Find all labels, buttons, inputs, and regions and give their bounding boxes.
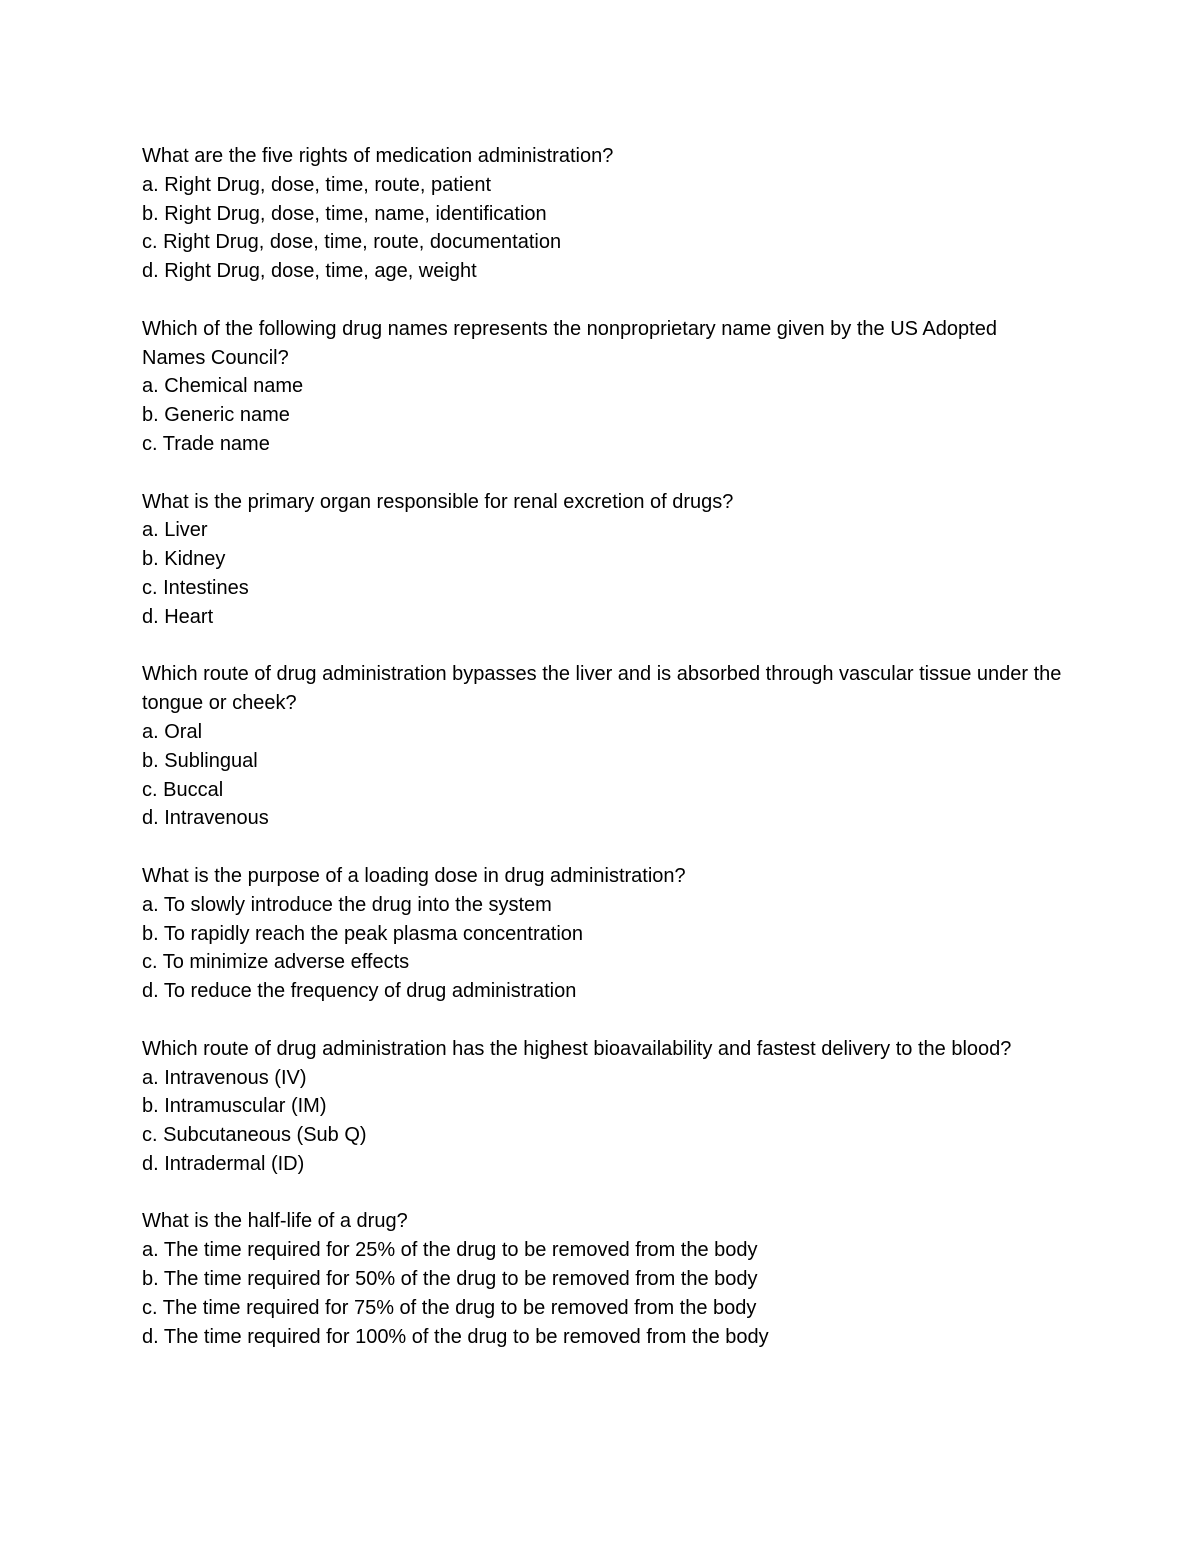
- question-text: What is the purpose of a loading dose in drug administration?: [142, 864, 686, 887]
- answer-option: c. Buccal: [142, 778, 224, 801]
- question-block: [142, 1035, 1062, 1179]
- question-text: Which route of drug administration has the highest bioavailability and fastest delivery to the blood?: [142, 1037, 1012, 1060]
- answer-options: [142, 516, 1062, 631]
- answer-option: b. Kidney: [142, 548, 226, 571]
- question-block: [142, 660, 1062, 833]
- answer-option: a. Oral: [142, 720, 203, 743]
- answer-options: [142, 171, 1062, 286]
- answer-option: a. Right Drug, dose, time, route, patient: [142, 173, 492, 196]
- question-list: [142, 142, 1062, 1380]
- answer-options: [142, 372, 1062, 458]
- answer-options: [142, 1064, 1062, 1179]
- answer-option: d. Intravenous: [142, 807, 269, 830]
- question-text: What is the primary organ responsible for renal excretion of drugs?: [142, 490, 734, 513]
- question-block: [142, 862, 1062, 1006]
- answer-option: c. The time required for 75% of the drug to be removed from the body: [142, 1296, 757, 1319]
- question-text: What is the half-life of a drug?: [142, 1210, 408, 1233]
- answer-option: a. The time required for 25% of the drug to be removed from the body: [142, 1239, 758, 1262]
- answer-option: b. Generic name: [142, 404, 290, 427]
- answer-option: b. The time required for 50% of the drug to be removed from the body: [142, 1268, 758, 1291]
- answer-options: [142, 891, 1062, 1006]
- question-block: [142, 142, 1062, 286]
- answer-option: c. Intestines: [142, 576, 249, 599]
- question-text: Which route of drug administration bypasses the liver and is absorbed through vascular tissue under the tongue or cheek?: [142, 663, 1062, 715]
- question-block: [142, 488, 1062, 632]
- answer-option: a. Intravenous (IV): [142, 1066, 307, 1089]
- answer-option: d. Right Drug, dose, time, age, weight: [142, 260, 477, 283]
- answer-option: a. Chemical name: [142, 375, 304, 398]
- answer-option: b. Sublingual: [142, 749, 258, 772]
- answer-option: a. To slowly introduce the drug into the system: [142, 893, 552, 916]
- answer-option: c. Right Drug, dose, time, route, documentation: [142, 231, 562, 254]
- answer-option: d. The time required for 100% of the drug to be removed from the body: [142, 1325, 769, 1348]
- question-text: What are the five rights of medication administration?: [142, 145, 614, 167]
- answer-option: d. Intradermal (ID): [142, 1152, 305, 1175]
- answer-option: b. To rapidly reach the peak plasma concentration: [142, 922, 584, 945]
- answer-option: d. Heart: [142, 605, 214, 628]
- answer-option: b. Right Drug, dose, time, name, identification: [142, 202, 547, 225]
- answer-option: c. Trade name: [142, 432, 270, 455]
- answer-options: [142, 1236, 1062, 1351]
- answer-options: [142, 718, 1062, 833]
- answer-option: d. To reduce the frequency of drug administration: [142, 980, 577, 1003]
- answer-option: c. Subcutaneous (Sub Q): [142, 1124, 367, 1147]
- answer-option: a. Liver: [142, 519, 208, 542]
- question-block: [142, 1207, 1062, 1351]
- answer-option: c. To minimize adverse effects: [142, 951, 410, 974]
- question-text: Which of the following drug names represents the nonproprietary name given by the US Adopted Names Council?: [142, 317, 997, 369]
- answer-option: b. Intramuscular (IM): [142, 1095, 327, 1118]
- question-block: [142, 315, 1062, 459]
